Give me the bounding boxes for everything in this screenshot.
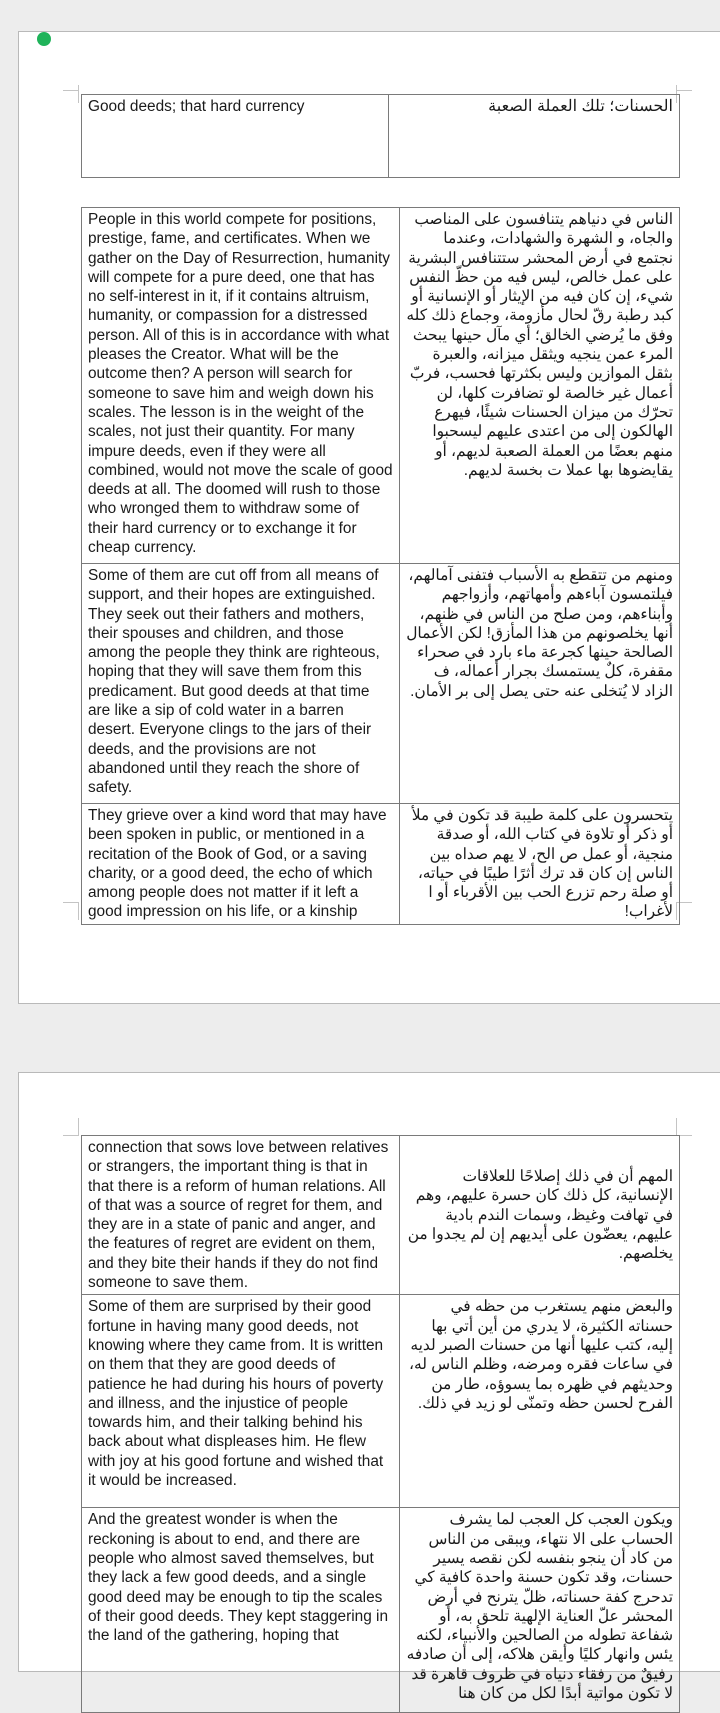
arabic-paragraph: المهم أن في ذلك إصلاحًا للعلاقات الإنسانية، كل ذلك كان حسرة عليهم، وهم في تهافت وغيظ، وسمات الندم بادية عليهم، يعضّون على أيديهم إن لم يجدوا من يخلصهم.	[400, 1136, 680, 1295]
table-row	[82, 1295, 680, 1508]
arabic-paragraph: والبعض منهم يستغرب من حظه في حسناته الكثيرة، لا يدري من أين أتي بها إليه، كتب عليها أنها من حسنات الصبر لديه في ساعات فقره ومرضه، وظلم الناس له، وحديثهم في ظهره بما يسوؤه، طار من الفرح لحسن حظه وتمنّى لو زيد في ذلك.	[400, 1295, 680, 1508]
crop-mark	[63, 1135, 79, 1136]
english-paragraph: connection that sows love between relatives or strangers, the important thing is that in that there is a reform of human relations. All of that was a source of regret for them, and they are in a state of panic and anger, and the features of regret are evident on them, and they bite their hands if they do not find someone to save them.	[82, 1136, 400, 1295]
title-row	[82, 95, 680, 178]
table-row	[82, 1508, 680, 1713]
crop-mark	[78, 1118, 79, 1136]
translation-table-1	[81, 207, 680, 925]
table-row	[82, 1136, 680, 1295]
status-dot-icon	[37, 32, 51, 46]
arabic-paragraph: ومنهم من تتقطع به الأسباب فتفنى آمالهم، فيلتمسون آباءهم وأمهاتهم، وأزواجهم وأبناءهم، ومن صلح من الناس في ظنهم، أنها يخلصونهم من هذا المأزق! لكن الأعمال الصالحة حينها كجرعة ماء بارد في صحراء مقفرة، كلٌ يستمسك بجرار أعماله، ف الزاد لا يُتخلى عنه حتى يصل إلى بر الأمان.	[400, 564, 680, 804]
english-paragraph: People in this world compete for positions, prestige, fame, and certificates. When we gather on the Day of Resurrection, humanity will compete for a pure deed, one that has no self-interest in it, if it contains altruism, humanity, or compassion for a distressed person. All of this is in accordance with what pleases the Creator. What will be the outcome then? A person will search for someone to save him and weigh down his scales. The lesson is in the weight of the scales, not just their quantity. For many impure deeds, even if they were all combined, would not move the scale of good deeds at all. The doomed will rush to those who wronged them to withdraw some of their hard currency or to exchange it for cheap currency.	[82, 208, 400, 564]
title-table	[81, 94, 680, 178]
title-arabic: الحسنات؛ تلك العملة الصعبة	[389, 95, 680, 178]
crop-mark	[78, 85, 79, 103]
crop-mark	[676, 1118, 677, 1136]
english-paragraph: Some of them are cut off from all means of support, and their hopes are extinguished. They seek out their fathers and mothers, their spouses and children, and those among the people they think are righteous, hoping that they will save them from this predicament. But good deeds at that time are like a sip of cold water in a barren desert. Everyone clings to the jars of their deeds, and the provisions are not abandoned until they reach the shore of safety.	[82, 564, 400, 804]
english-paragraph: And the greatest wonder is when the reckoning is about to end, and there are people who almost saved themselves, but they lack a few good deeds, and a single good deed may be enough to tip the scales of their good deeds. They kept staggering in the land of the gathering, hoping that	[82, 1508, 400, 1713]
crop-mark	[63, 90, 79, 91]
crop-mark	[676, 90, 692, 91]
table-row	[82, 208, 680, 564]
english-paragraph: They grieve over a kind word that may have been spoken in public, or mentioned in a recitation of the Book of God, or a saving charity, or a good deed, the echo of which among people does not matter if it left a good impression on his life, or a kinship	[82, 804, 400, 925]
arabic-paragraph: الناس في دنياهم يتنافسون على المناصب والجاه، و الشهرة والشهادات، وعندما نجتمع في أرض المحشر ستتنافس البشرية على عمل خالص، ليس فيه من حظّ النفس شيء، إن كان فيه من الإيثار أو الإنسانية أو كبد رطبة رقّ لحال مأزومة، وجماع ذلك كله وفق ما يُرضي الخالق؛ أي مآل حينها يبحث المرء عمن ينجيه ويثقل ميزانه، والعبرة بثقل الموازين وليس بكثرتها فحسب، فربّ أعمال غير خالصة لو تضافرت كلها، لن تحرّك من ميزان الحسنات شيئًا، فيهرع الهالكون إلى من اعتدى عليهم ليسحبوا منهم بعضًا من العملة الصعبة لديهم، أو يقايضوها بها عملا ت بخسة لديهم.	[400, 208, 680, 564]
crop-mark	[63, 902, 79, 903]
table-row	[82, 564, 680, 804]
title-english: Good deeds; that hard currency	[82, 95, 389, 178]
english-paragraph: Some of them are surprised by their good fortune in having many good deeds, not knowing where they came from. It is written on them that they are good deeds of patience he had during his hours of poverty and illness, and the injustice of people towards him, and their talking behind his back about what displeases him. He flew with joy at his good fortune and wished that it would be increased.	[82, 1295, 400, 1508]
arabic-paragraph: يتحسرون على كلمة طيبة قد تكون في ملأ أو ذكر أو تلاوة في كتاب الله، أو صدقة منجية، أو عمل ص الح، لا يهم صداه بين الناس إن كان قد ترك أثرًا طيبًا في حياته، أو صلة رحم تزرع الحب بين الأقرباء أو ا لأغراب!	[400, 804, 680, 925]
translation-table-2	[81, 1135, 680, 1713]
arabic-paragraph: ويكون العجب كل العجب لما يشرف الحساب على الا نتهاء، ويبقى من الناس من كاد أن ينجو بنفسه لكن نقصه يسير حسنات، وقد تكون حسنة واحدة كافية كي تدحرج كفة حسناته، ظلّ يترنح في أرض المحشر علّ العناية الإلهية تلحق به، أو شفاعة تطوله من الصالحين والأنبياء، لكنه يئس وانهار كليًا وأيقن هلاكه، إلى أن صادفه رفيقٌ من رفقاء دنياه في ظروف قاهرة قد لا تكون مواتية أبدًا لكل من كان هنا	[400, 1508, 680, 1713]
crop-mark	[78, 902, 79, 920]
table-row	[82, 804, 680, 925]
document-page-2	[18, 1072, 720, 1703]
document-page-1	[18, 31, 720, 1004]
